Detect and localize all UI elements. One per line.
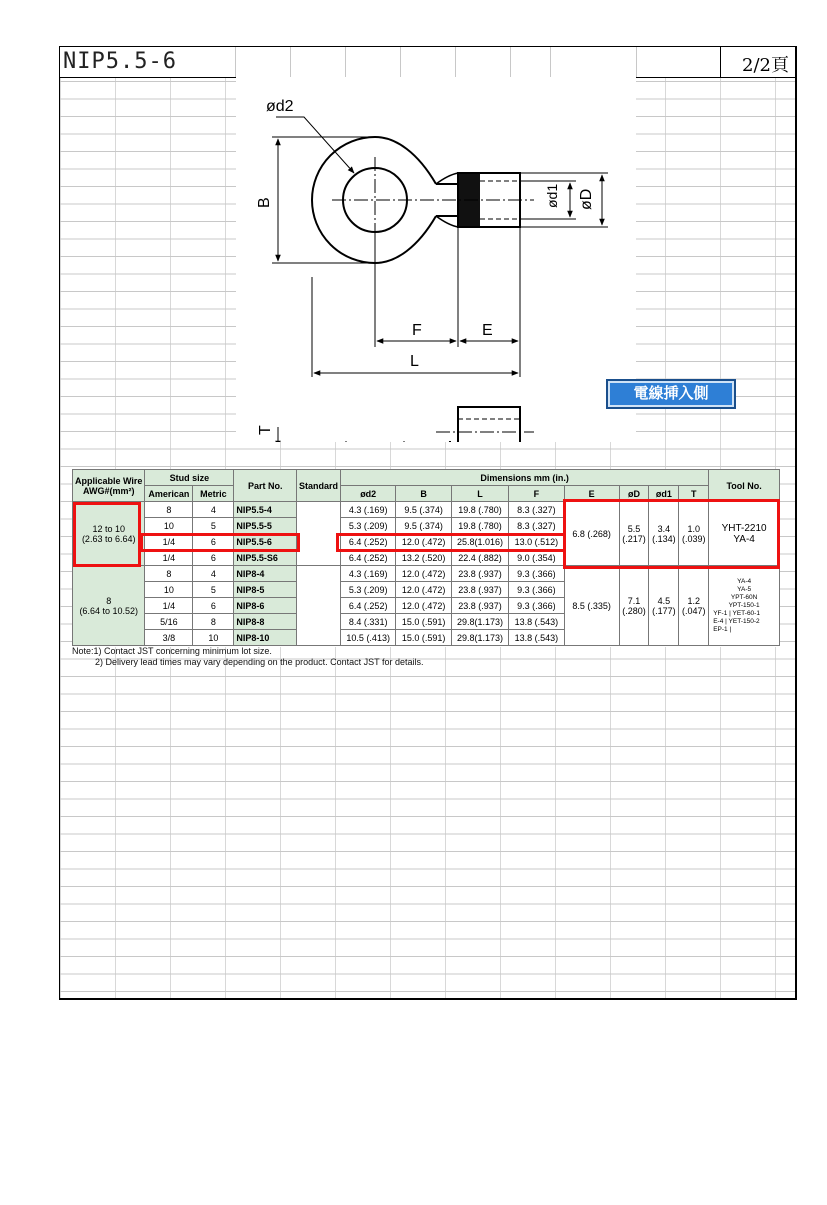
header-d1: ød1 (649, 486, 679, 502)
american-cell: 1/4 (145, 550, 193, 566)
metric-cell: 5 (193, 518, 234, 534)
d2-cell: 4.3 (.169) (341, 566, 396, 582)
label-d2: ød2 (266, 98, 294, 115)
label-E: E (482, 322, 493, 339)
d2-cell: 5.3 (.209) (341, 582, 396, 598)
grid-line (345, 47, 346, 77)
F-cell: 9.3 (.366) (509, 598, 564, 614)
metric-cell: 8 (193, 614, 234, 630)
note-2: 2) Delivery lead times may vary depending on the product. Contact JST for details. (95, 657, 424, 667)
B-cell: 12.0 (.472) (396, 534, 451, 550)
wire-cell: 12 to 10 (2.63 to 6.64) (73, 502, 145, 566)
label-F: F (412, 322, 422, 339)
L-cell: 23.8 (.937) (451, 566, 508, 582)
part-cell: NIP5.5-6 (234, 534, 297, 550)
header-metric: Metric (193, 486, 234, 502)
american-cell: 10 (145, 518, 193, 534)
american-cell: 1/4 (145, 598, 193, 614)
table-row (73, 502, 780, 518)
metric-cell: 10 (193, 630, 234, 646)
label-L: L (410, 353, 419, 370)
header-T: T (679, 486, 709, 502)
L-cell: 22.4 (.882) (451, 550, 508, 566)
header-L: L (451, 486, 508, 502)
L-cell: 29.8(1.173) (451, 614, 508, 630)
d2-cell: 4.3 (.169) (341, 502, 396, 518)
part-cell: NIP8-4 (234, 566, 297, 582)
metric-cell: 4 (193, 566, 234, 582)
part-cell: NIP8-8 (234, 614, 297, 630)
d2-cell: 6.4 (.252) (341, 550, 396, 566)
header-D: øD (619, 486, 649, 502)
B-cell: 9.5 (.374) (396, 502, 451, 518)
B-cell: 13.2 (.520) (396, 550, 451, 566)
spec-table (72, 469, 780, 646)
L-cell: 19.8 (.780) (451, 518, 508, 534)
grid-line (290, 47, 291, 77)
header-B: B (396, 486, 451, 502)
grid-line (400, 47, 401, 77)
tool-cell: YHT-2210 YA-4 (709, 502, 780, 566)
part-cell: NIP8-6 (234, 598, 297, 614)
L-cell: 29.8(1.173) (451, 630, 508, 646)
grid-line (550, 47, 551, 77)
header-american: American (145, 486, 193, 502)
grid-line (636, 47, 637, 77)
metric-cell: 6 (193, 598, 234, 614)
part-cell: NIP5.5-4 (234, 502, 297, 518)
label-D: øD (578, 188, 595, 210)
wire-cell: 8 (6.64 to 10.52) (73, 566, 145, 646)
F-cell: 13.8 (.543) (509, 630, 564, 646)
american-cell: 8 (145, 502, 193, 518)
E-cell: 6.8 (.268) (564, 502, 619, 566)
B-cell: 12.0 (.472) (396, 598, 451, 614)
metric-cell: 4 (193, 502, 234, 518)
metric-cell: 6 (193, 550, 234, 566)
d2-cell: 10.5 (.413) (341, 630, 396, 646)
table-row (73, 566, 780, 582)
terminal-side-view (312, 407, 520, 442)
terminal-drawing (236, 77, 636, 442)
d2-cell: 8.4 (.331) (341, 614, 396, 630)
F-cell: 8.3 (.327) (509, 518, 564, 534)
D-cell: 5.5 (.217) (619, 502, 649, 566)
d2-cell: 5.3 (.209) (341, 518, 396, 534)
metric-cell: 5 (193, 582, 234, 598)
part-cell: NIP8-10 (234, 630, 297, 646)
header-stud: Stud size (145, 470, 234, 486)
american-cell: 1/4 (145, 534, 193, 550)
spec-table-area (72, 469, 780, 647)
F-cell: 13.0 (.512) (509, 534, 564, 550)
L-cell: 25.8(1.016) (451, 534, 508, 550)
header-tool: Tool No. (709, 470, 780, 502)
tool-cell: YA-4 YA-5 YPT-60N YPT-150-1 YF-1 | YET-60-1 E-4 | YET-150-2 EP-1 | (709, 566, 780, 646)
B-cell: 12.0 (.472) (396, 582, 451, 598)
american-cell: 10 (145, 582, 193, 598)
metric-cell: 6 (193, 534, 234, 550)
T-cell: 1.2 (.047) (679, 566, 709, 646)
label-T: T (257, 425, 274, 435)
header-F: F (509, 486, 564, 502)
spreadsheet-page (59, 46, 797, 1000)
american-cell: 8 (145, 566, 193, 582)
F-cell: 9.3 (.366) (509, 582, 564, 598)
L-cell: 23.8 (.937) (451, 598, 508, 614)
E-cell: 8.5 (.335) (564, 566, 619, 646)
standard-cell (296, 566, 340, 646)
B-cell: 15.0 (.591) (396, 614, 451, 630)
part-cell: NIP5.5-5 (234, 518, 297, 534)
L-cell: 23.8 (.937) (451, 582, 508, 598)
american-cell: 5/16 (145, 614, 193, 630)
page-number: 2/2頁 (742, 55, 789, 76)
d2-cell: 6.4 (.252) (341, 598, 396, 614)
page-title: NIP5.5-6 (63, 49, 177, 74)
header-standard: Standard (296, 470, 340, 502)
grid-line (455, 47, 456, 77)
header-wire: Applicable Wire AWG#(mm²) (73, 470, 145, 502)
B-cell: 12.0 (.472) (396, 566, 451, 582)
grid-line (510, 47, 511, 77)
header-d2: ød2 (341, 486, 396, 502)
american-cell: 3/8 (145, 630, 193, 646)
header-dimensions: Dimensions mm (in.) (341, 470, 709, 486)
D-cell: 7.1 (.280) (619, 566, 649, 646)
wire-insertion-side-label: 電線挿入側 (606, 379, 736, 409)
part-cell: NIP8-5 (234, 582, 297, 598)
L-cell: 19.8 (.780) (451, 502, 508, 518)
page-number-box (720, 47, 795, 77)
grid-line (235, 47, 236, 77)
T-cell: 1.0 (.039) (679, 502, 709, 566)
drawing-panel (236, 77, 636, 442)
header-E: E (564, 486, 619, 502)
header-row (60, 47, 795, 78)
F-cell: 9.3 (.366) (509, 566, 564, 582)
part-cell: NIP5.5-S6 (234, 550, 297, 566)
d1-cell: 3.4 (.134) (649, 502, 679, 566)
B-cell: 9.5 (.374) (396, 518, 451, 534)
F-cell: 9.0 (.354) (509, 550, 564, 566)
F-cell: 13.8 (.543) (509, 614, 564, 630)
B-cell: 15.0 (.591) (396, 630, 451, 646)
header-part: Part No. (234, 470, 297, 502)
standard-cell (296, 502, 340, 566)
d2-cell: 6.4 (.252) (341, 534, 396, 550)
d1-cell: 4.5 (.177) (649, 566, 679, 646)
note-1: Note:1) Contact JST concerning minimum lot size. (72, 646, 272, 656)
label-d1: ød1 (544, 183, 560, 208)
F-cell: 8.3 (.327) (509, 502, 564, 518)
label-B: B (256, 197, 273, 208)
